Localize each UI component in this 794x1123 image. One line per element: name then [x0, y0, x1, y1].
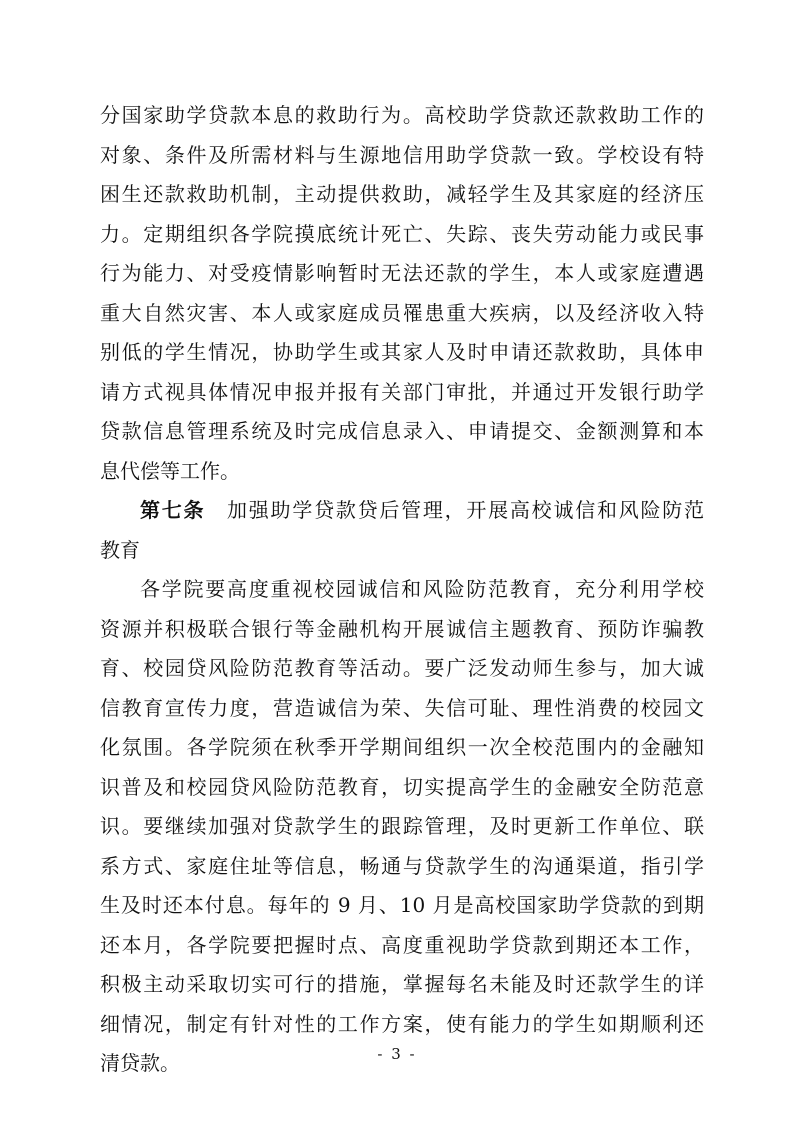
text-line: 识。要继续加强对贷款学生的跟踪管理，及时更新工作单位、联: [100, 814, 704, 838]
paragraph-integrity-education: [100, 570, 704, 1084]
article-label: 第七条: [140, 498, 206, 522]
text-line: 识普及和校园贷风险防范教育，切实提高学生的金融安全防范意: [100, 774, 704, 799]
text-line: 别低的学生情况，协助学生或其家人及时申请还款救助，具体申: [100, 340, 704, 364]
text-line: 资源并积极联合银行等金融机构开展诚信主题教育、预防诈骗教: [100, 616, 704, 641]
text-line: 清贷款。: [100, 1051, 180, 1075]
text-line: 化氛围。各学院须在秋季开学期间组织一次全校范围内的金融知: [100, 735, 704, 759]
text-line: 困生还款救助机制，主动提供救助，减轻学生及其家庭的经济压: [100, 182, 704, 206]
text-line: 还本月，各学院要把握时点、高度重视助学贷款到期还本工作，: [100, 932, 704, 957]
text-line: 信教育宣传力度，营造诚信为荣、失信可耻、理性消费的校园文: [100, 695, 704, 720]
article-heading-line: [100, 491, 704, 531]
article-title: 加强助学贷款贷后管理，开展高校诚信和风险防范: [225, 498, 705, 522]
article-7-heading: [100, 491, 704, 570]
text-line: 行为能力、对受疫情影响暂时无法还款的学生，本人或家庭遭遇: [100, 261, 704, 285]
text-line: 力。定期组织各学院摸底统计死亡、失踪、丧失劳动能力或民事: [100, 221, 704, 246]
document-body: [100, 96, 704, 1084]
text-line: 分国家助学贷款本息的救助行为。高校助学贷款还款救助工作的: [100, 103, 704, 127]
text-line: 贷款信息管理系统及时完成信息录入、申请提交、金额测算和本: [100, 419, 704, 443]
text-line: 各学院要高度重视校园诚信和风险防范教育，充分利用学校: [140, 577, 704, 601]
article-title-continuation: 教育: [100, 537, 140, 562]
text-line: 重大自然灾害、本人或家庭成员罹患重大疾病，以及经济收入特: [100, 300, 704, 325]
text-line: 息代偿等工作。: [100, 458, 240, 483]
text-line: 系方式、家庭住址等信息，畅通与贷款学生的沟通渠道，指引学: [100, 853, 704, 878]
text-line: 生及时还本付息。每年的 9 月、10 月是高校国家助学贷款的到期: [100, 893, 704, 917]
text-line: 细情况，制定有针对性的工作方案，使有能力的学生如期顺利还: [100, 1011, 704, 1036]
text-line: 请方式视具体情况申报并报有关部门审批，并通过开发银行助学: [100, 379, 704, 404]
paragraph-repayment-assistance: [100, 96, 704, 491]
text-line: 对象、条件及所需材料与生源地信用助学贷款一致。学校设有特: [100, 142, 704, 167]
page-number: - 3 -: [377, 1045, 417, 1063]
text-line: 积极主动采取切实可行的措施，掌握每名未能及时还款学生的详: [100, 972, 704, 996]
text-line: 育、校园贷风险防范教育等活动。要广泛发动师生参与，加大诚: [100, 656, 704, 680]
